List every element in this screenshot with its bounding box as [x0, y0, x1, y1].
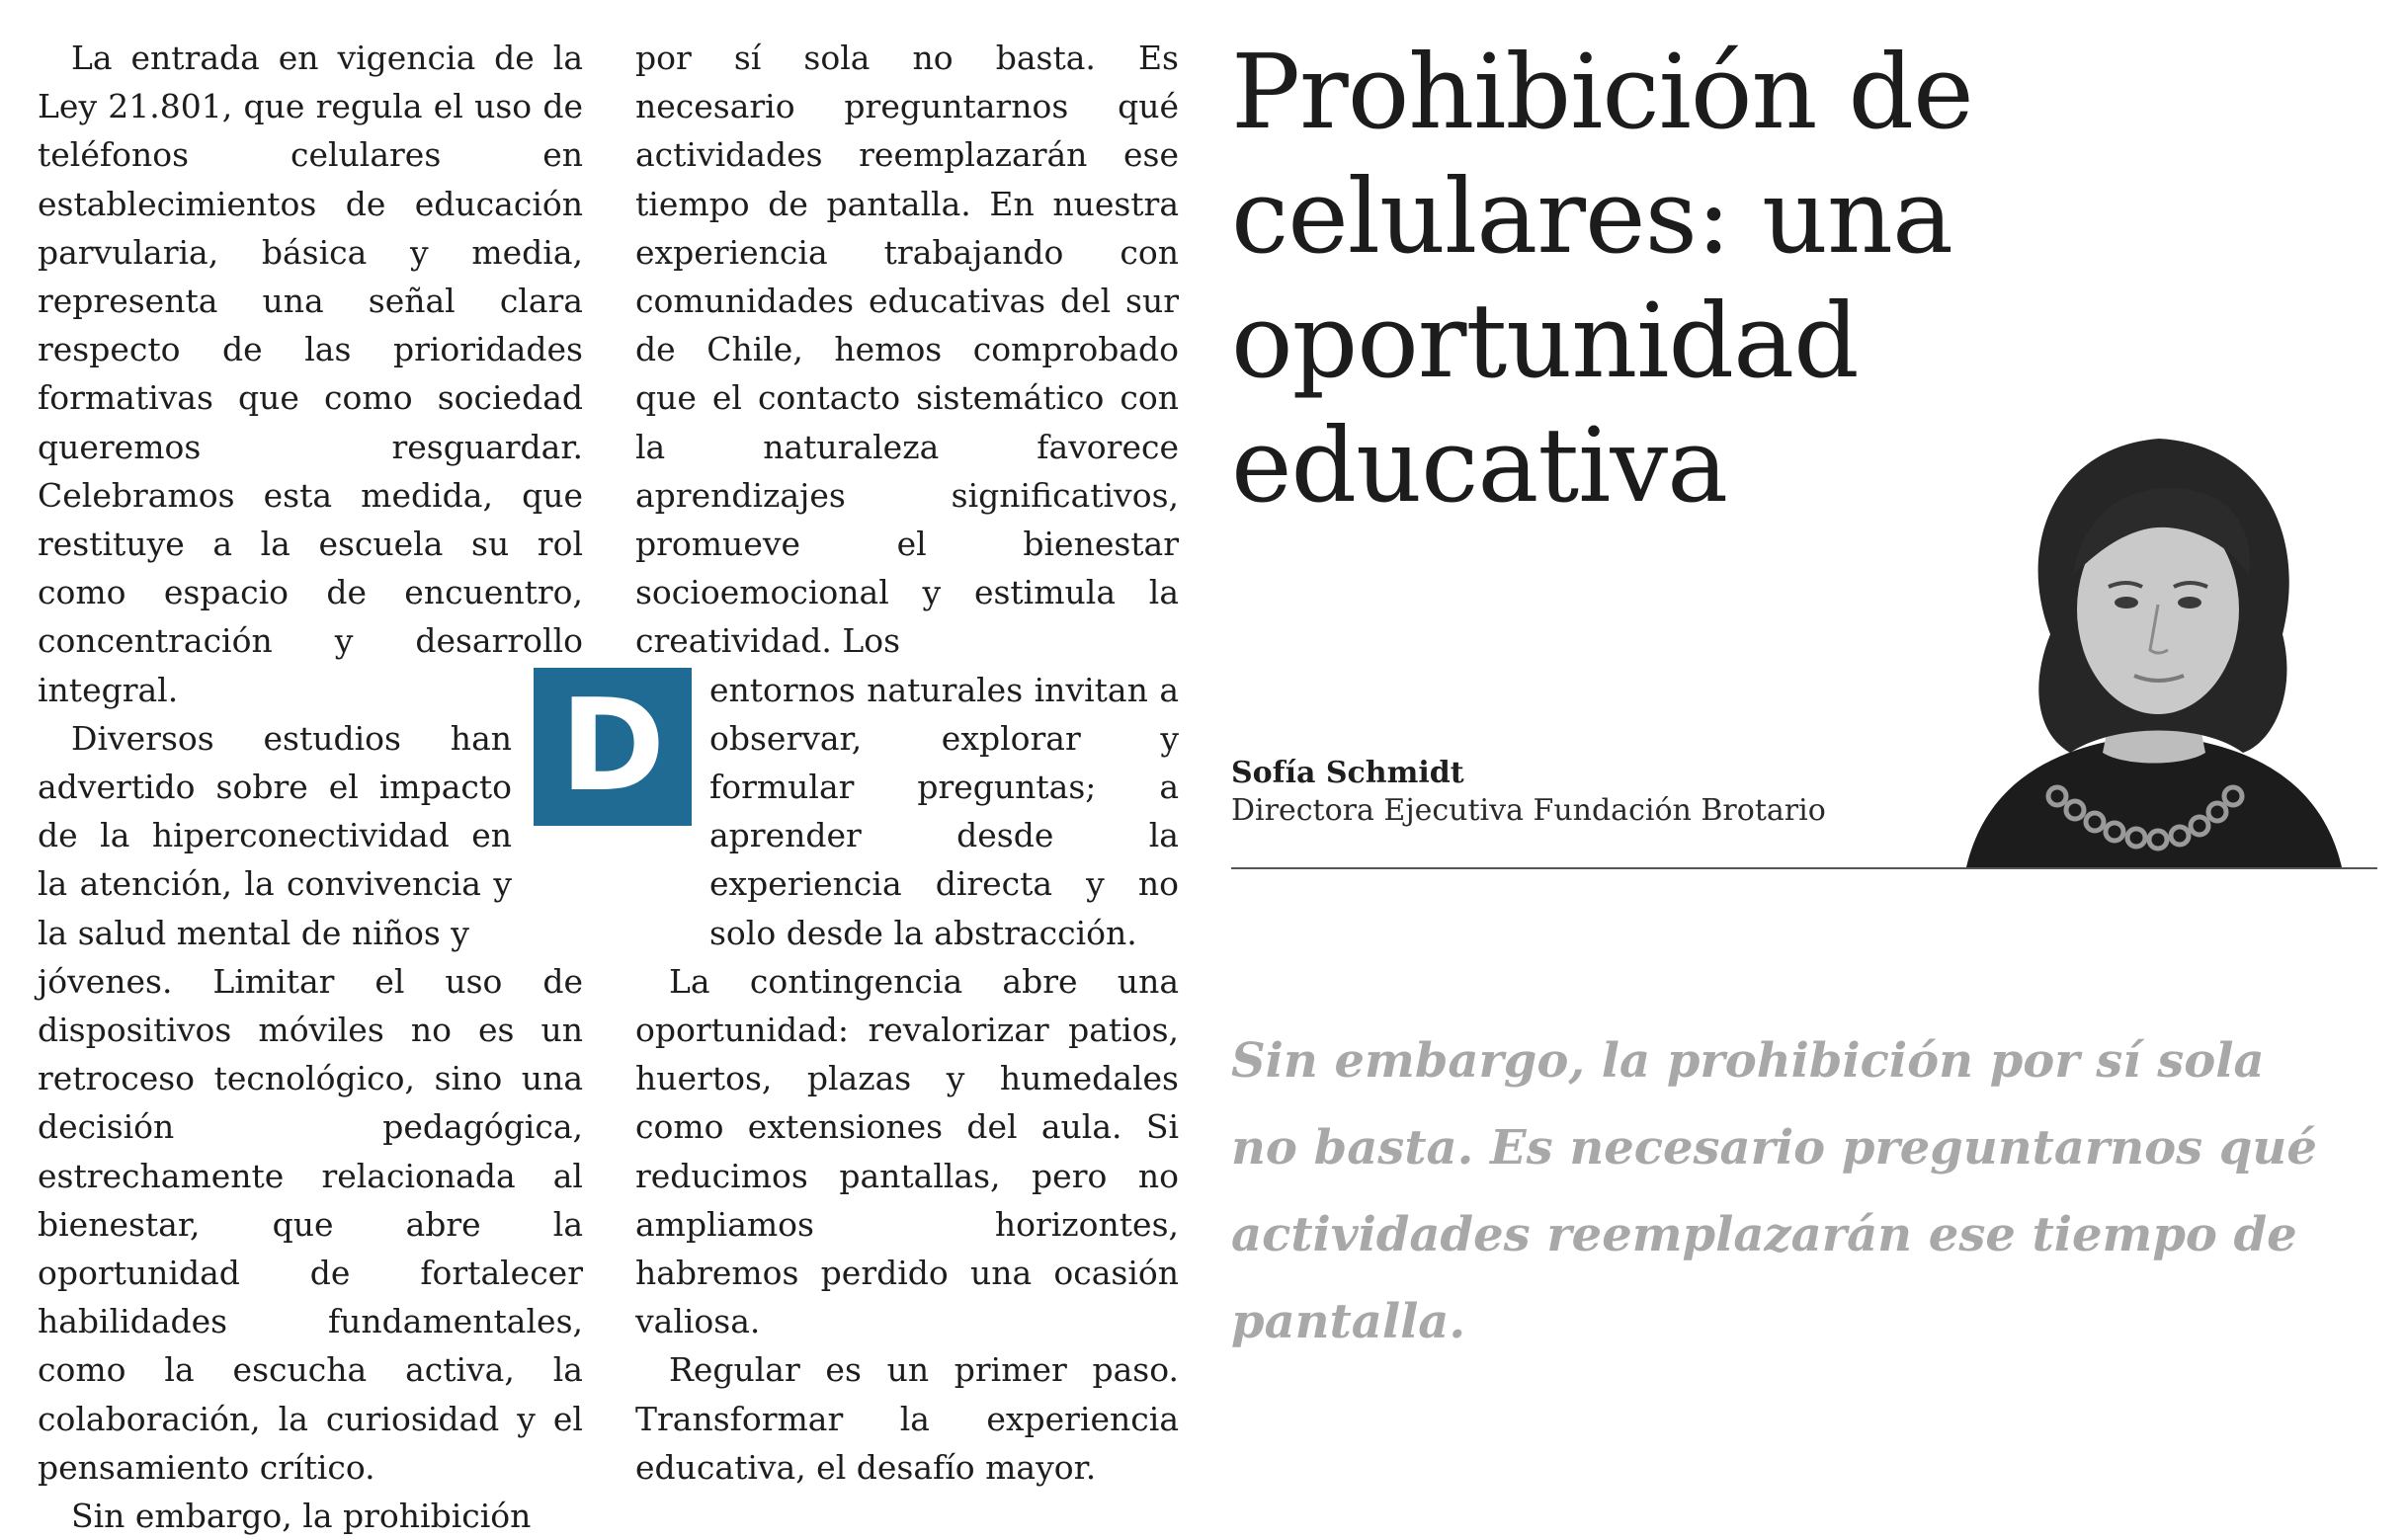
author-name: Sofía Schmidt	[1231, 756, 1464, 790]
paragraph-3-continued: por sí sola no basta. Es necesario preguntarnos qué actividades reemplazarán ese tiempo de pantalla. En nuestra experiencia trabajando con comunidades educativas del sur de Chile, hemos comprobado que el contacto sistemático con la naturaleza favorece aprendizajes significativos, promueve el bienestar socioemocional y estimula la creatividad. Los	[635, 39, 1179, 661]
author-photo	[1947, 427, 2362, 867]
paragraph-3-start: Sin embargo, la prohibición	[71, 1497, 532, 1536]
paragraph-1: La entrada en vigencia de la Ley 21.801, que regula el uso de teléfonos celulares en establecimientos de educación parvularia, básica y media, representa una señal clara respecto de las prioridades formativas que como sociedad queremos resguardar. Celebramos esta medida, que restituye a la escuela su rol como espacio de encuentro, concentración y desarrollo integral.	[38, 39, 583, 709]
headline: Prohibición de celulares: una oportunidad educativa	[1231, 32, 1973, 526]
article-column-2	[635, 34, 1179, 1492]
divider-rule	[1231, 867, 2377, 869]
drop-cap: D	[534, 668, 692, 826]
paragraph-2-start: Diversos estudios han advertido sobre el impacto de la hiperconectividad en la atención, la convivencia y la salud mental de niños y	[38, 718, 512, 952]
paragraph-2-rest: jóvenes. Limitar el uso de dispositivos móviles no es un retroceso tecnológico, sino una decisión pedagógica, estrechamente relacionada al bienestar, que abre la oportunidad de fortalecer habilidades fundamentales, como la escucha activa, la colaboración, la curiosidad y el pensamiento crítico.	[38, 961, 583, 1487]
author-role: Directora Ejecutiva Fundación Brotario	[1231, 793, 1826, 828]
pull-quote: Sin embargo, la prohibición por sí sola no basta. Es necesario preguntarnos qué actividades reemplazarán ese tiempo de pantalla.	[1231, 1033, 2317, 1349]
article-column-1	[38, 34, 583, 1540]
paragraph-3-wrap: entornos naturales invitan a observar, explorar y formular preguntas; a aprender desde la experiencia directa y no solo desde la abstracción.	[709, 670, 1179, 952]
paragraph-5: Regular es un primer paso. Transformar la experiencia educativa, el desafío mayor.	[635, 1350, 1179, 1487]
paragraph-4: La contingencia abre una oportunidad: revalorizar patios, huertos, plazas y humedales como extensiones del aula. Si reducimos pantallas, pero no ampliamos horizontes, habremos perdido una ocasión valiosa.	[635, 961, 1179, 1341]
